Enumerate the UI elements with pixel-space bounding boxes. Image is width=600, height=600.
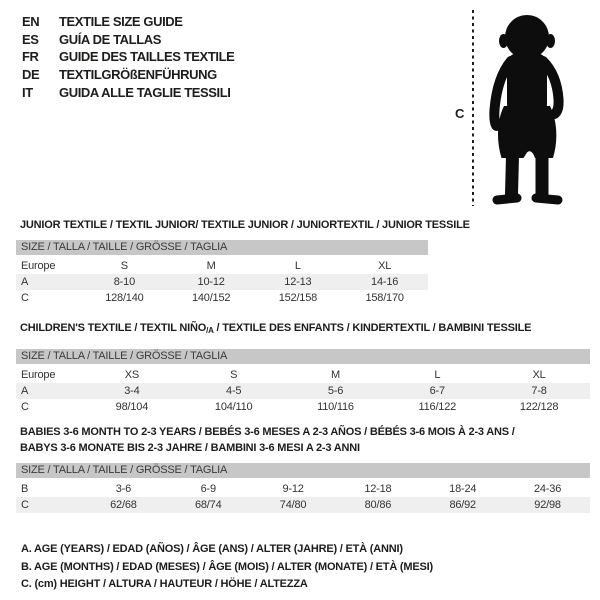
footnotes [21, 541, 433, 594]
footnote-b: B. AGE (MONTHS) / EDAD (MESES) / ÂGE (MOIS) / ALTER (MONATE) / ETÀ (MESI) [21, 560, 433, 573]
table-body [16, 367, 590, 415]
table-row-label: A [21, 385, 29, 397]
footnote-a: A. AGE (YEARS) / EDAD (AÑOS) / ÂGE (ANS) / ALTER (JAHRE) / ETÀ (ANNI) [21, 543, 403, 555]
table-cell: XS [124, 369, 140, 381]
table-cell: 24-36 [533, 483, 562, 495]
table-cell: 74/80 [279, 499, 307, 511]
table-cell: M [206, 260, 216, 272]
section-title-text: / TEXTILE DES ENFANTS / KINDERTEXTIL / BAMBINI TESSILE [213, 322, 532, 334]
table-cell: 18-24 [449, 483, 477, 495]
table-cell: 12-13 [284, 276, 312, 288]
table-row [16, 274, 428, 290]
table-body [16, 481, 590, 513]
table-cell: 116/122 [418, 401, 457, 413]
table-cell: 86/92 [449, 499, 476, 511]
table-cell: 158/170 [365, 292, 404, 304]
table-cell: L [434, 369, 441, 381]
table-row [16, 258, 428, 274]
table-row [16, 290, 428, 306]
table-size-header: SIZE / TALLA / TAILLE / GRÖSSE / TAGLIA [16, 463, 590, 478]
table-cell: 128/140 [105, 292, 144, 304]
language-code: FR [22, 49, 39, 65]
language-label: TEXTILE SIZE GUIDE [59, 14, 183, 30]
section-junior-textile [16, 219, 470, 306]
table-cell: 6-7 [429, 385, 445, 397]
babies-size-table [16, 463, 590, 513]
table-size-header: SIZE / TALLA / TAILLE / GRÖSSE / TAGLIA [16, 240, 428, 255]
language-code: ES [22, 31, 39, 47]
table-body [16, 258, 428, 306]
table-row-label: C [21, 499, 29, 511]
section-title [20, 322, 590, 337]
table-cell: 152/158 [278, 292, 318, 304]
table-cell: 9-12 [282, 483, 304, 495]
table-cell: 8-10 [113, 276, 135, 288]
table-cell: 122/128 [519, 401, 559, 413]
language-label: GUÍA DE TALLAS [59, 31, 162, 47]
table-cell: 7-8 [531, 385, 547, 397]
table-row-label: A [21, 276, 29, 288]
section-babies-textile [16, 424, 590, 513]
table-row [16, 481, 590, 497]
table-row-label: B [21, 483, 29, 495]
section-title-line: BABYS 3-6 MONATE BIS 2-3 JAHRE / BAMBINI 3-6 MESI A 2-3 ANNI [20, 442, 360, 454]
table-row [16, 399, 590, 415]
table-cell: S [120, 260, 128, 272]
table-cell: 80/86 [364, 499, 392, 511]
height-measure-label: C [455, 106, 465, 121]
section-children-textile [16, 322, 590, 415]
table-cell: 3-4 [124, 385, 140, 397]
table-cell: 68/74 [194, 499, 222, 511]
language-label: TEXTILGRÖßENFÜHRUNG [59, 67, 217, 83]
table-cell: 104/110 [214, 401, 253, 413]
section-title-subscript: /A [206, 326, 214, 335]
table-cell: 62/68 [110, 499, 137, 511]
section-title: JUNIOR TEXTILE / TEXTIL JUNIOR/ TEXTILE JUNIOR / JUNIORTEXTIL / JUNIOR TESSILE [20, 219, 470, 231]
language-row [22, 31, 234, 49]
section-title-text: CHILDREN'S TEXTILE / TEXTIL NIÑO [20, 322, 207, 334]
table-row [16, 383, 590, 399]
table-cell: 98/104 [115, 401, 149, 413]
table-cell: 12-18 [364, 483, 392, 495]
language-title-list [22, 13, 234, 101]
table-row-label: Europe [21, 369, 56, 381]
table-row [16, 497, 590, 513]
language-code: IT [22, 84, 33, 100]
footnote-c: C. (cm) HEIGHT / ALTURA / HAUTEUR / HÖHE / ALTEZZA [21, 578, 308, 590]
table-row [16, 367, 590, 383]
table-cell: M [331, 369, 340, 381]
table-row-label: C [21, 401, 29, 413]
section-title-line: BABIES 3-6 MONTH TO 2-3 YEARS / BEBÉS 3-6 MESES A 2-3 AÑOS / BÉBÉS 3-6 MOIS À 2-3 ANS / [20, 426, 515, 438]
table-cell: L [294, 260, 301, 272]
language-row [22, 48, 234, 66]
children-size-table [16, 349, 590, 415]
table-row-label: C [21, 292, 29, 304]
language-label: GUIDA ALLE TAGLIE TESSILI [59, 84, 231, 100]
table-cell: 4-5 [226, 385, 242, 397]
table-cell: 6-9 [200, 483, 216, 495]
table-size-header: SIZE / TALLA / TAILLE / GRÖSSE / TAGLIA [16, 349, 590, 364]
table-cell: 5-6 [327, 385, 344, 397]
table-cell: 92/98 [534, 499, 561, 511]
table-cell: 10-12 [197, 276, 225, 288]
language-label: GUIDE DES TAILLES TEXTILE [59, 49, 235, 65]
table-cell: XL [532, 369, 546, 381]
height-measure-dashed-line [472, 10, 474, 206]
table-cell: S [230, 369, 238, 381]
language-code: EN [22, 14, 40, 30]
baby-silhouette-image [484, 8, 572, 206]
table-row-label: Europe [21, 260, 56, 272]
table-cell: 14-16 [371, 276, 399, 288]
table-cell: 140/152 [191, 292, 231, 304]
table-cell: 110/116 [317, 401, 354, 413]
table-cell: 3-6 [115, 483, 132, 495]
language-row [22, 13, 234, 31]
table-cell: XL [378, 260, 392, 272]
language-code: DE [22, 67, 40, 83]
language-row [22, 83, 234, 101]
junior-size-table [16, 240, 428, 306]
language-row [22, 66, 234, 84]
section-title [20, 424, 590, 456]
